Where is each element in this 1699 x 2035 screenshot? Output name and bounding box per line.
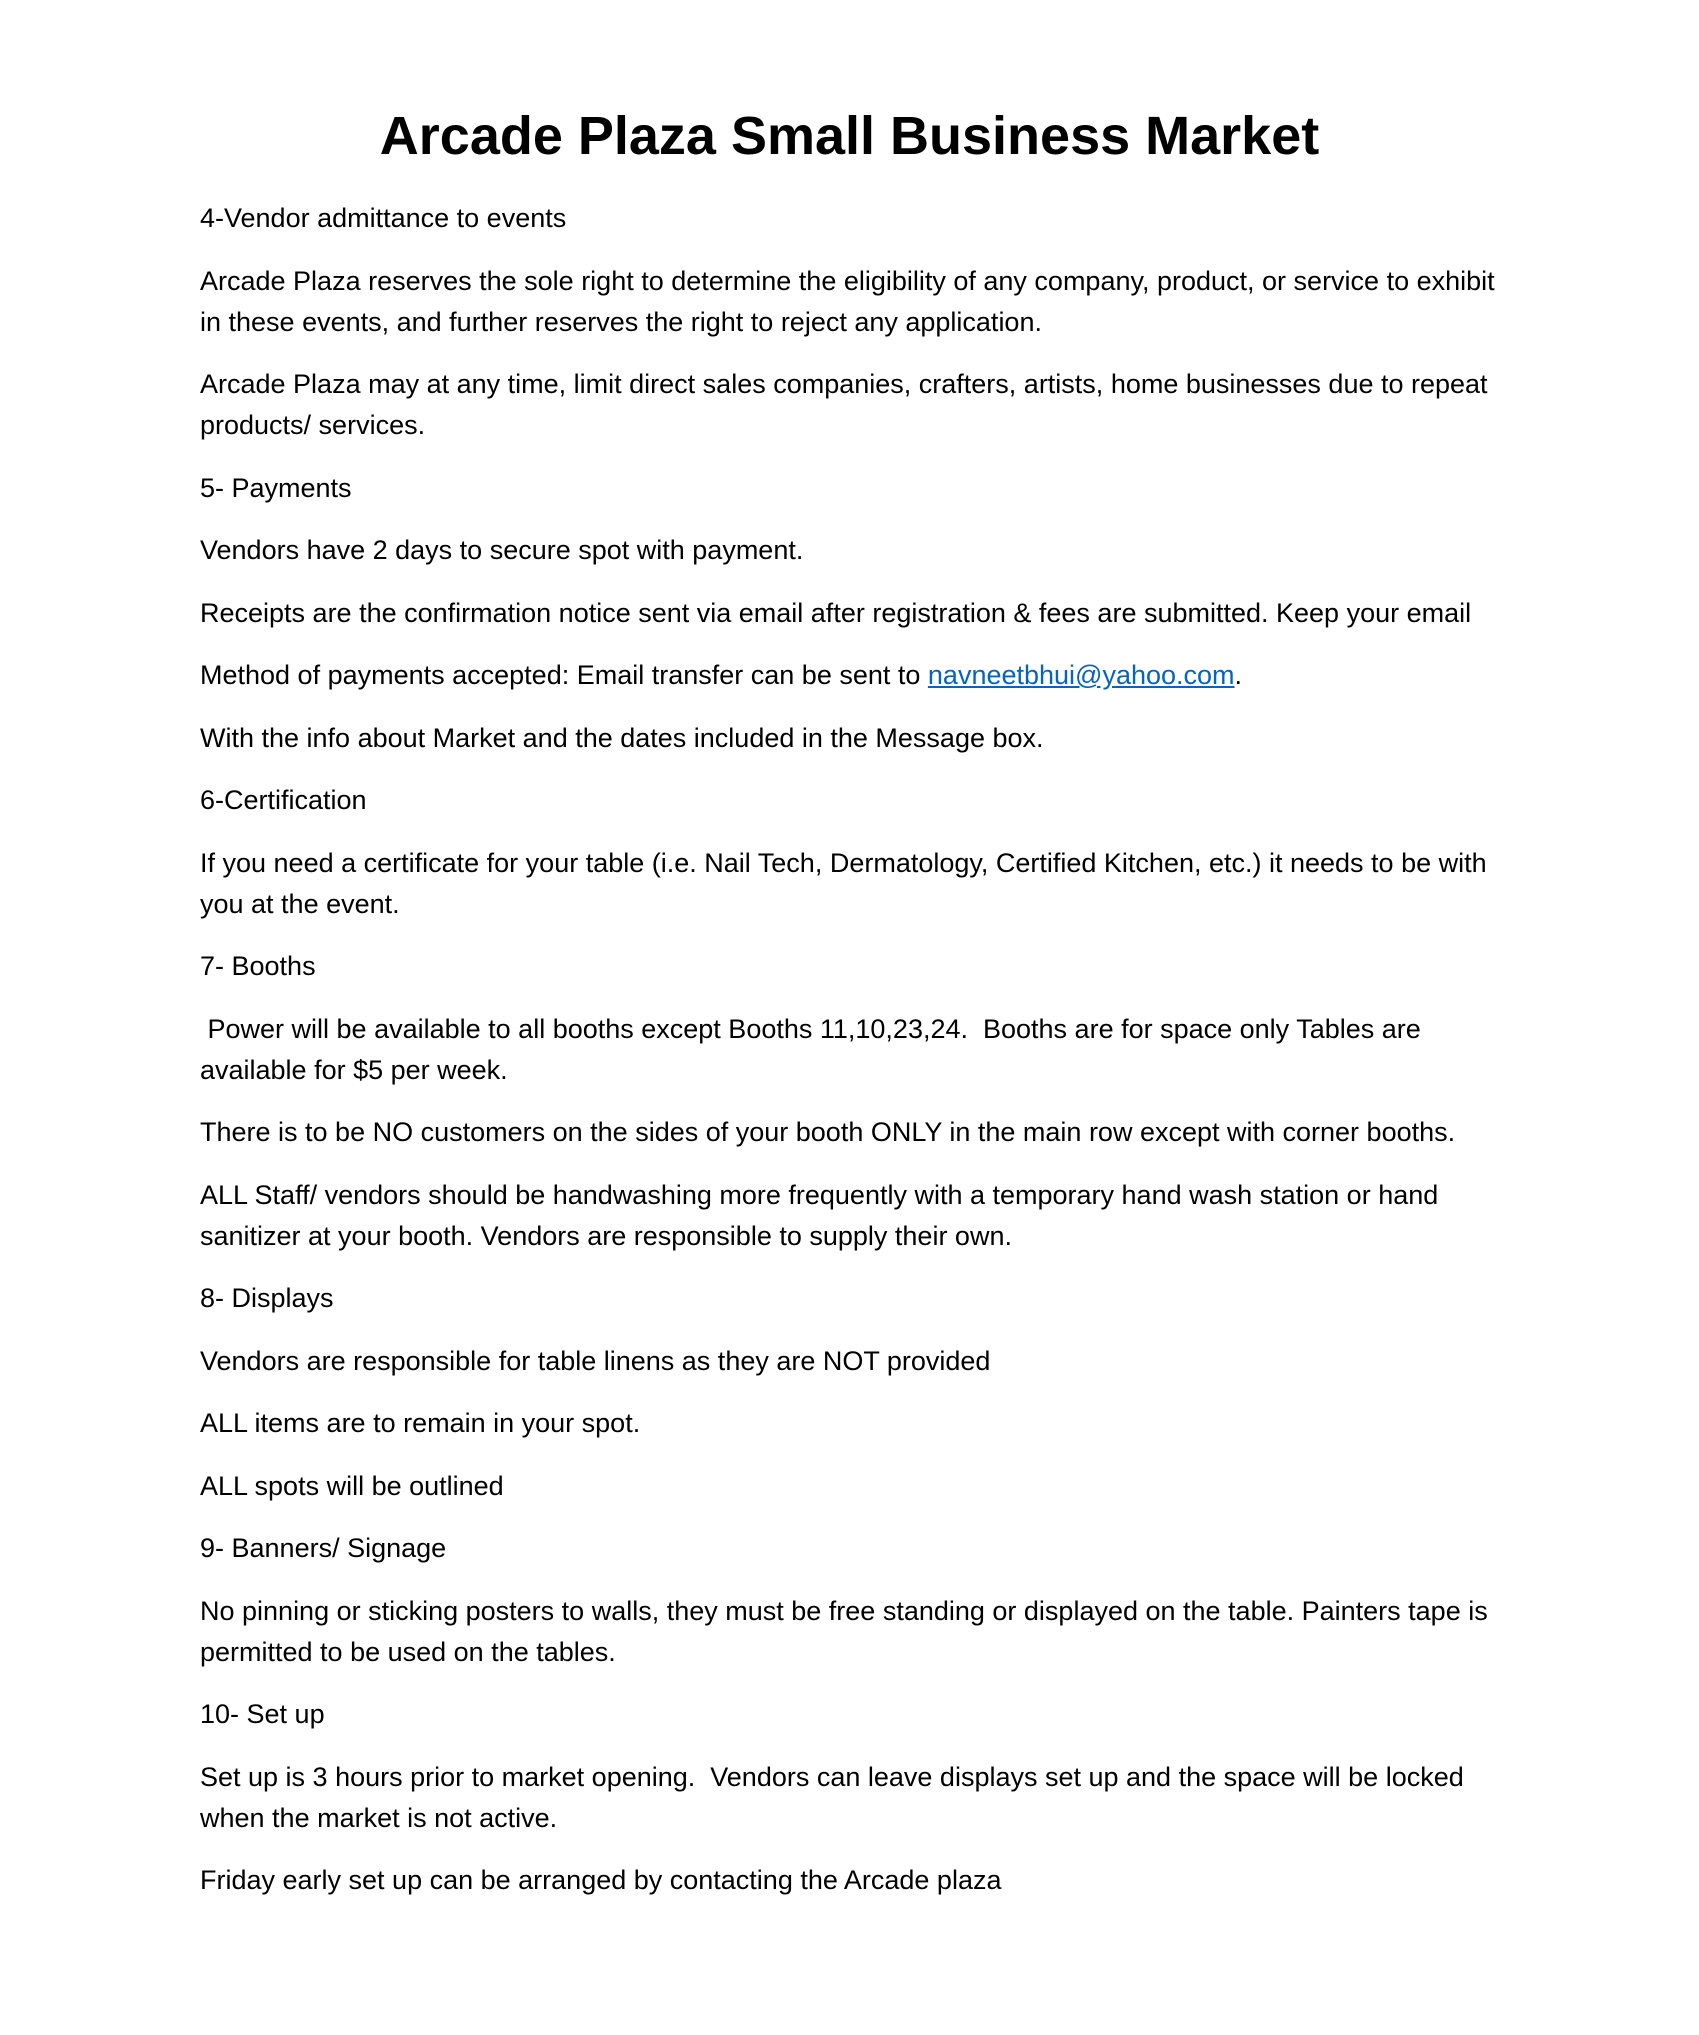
section-heading-payments: 5- Payments	[200, 472, 352, 503]
paragraph-items-spot: ALL items are to remain in your spot.	[200, 1408, 641, 1438]
section-heading-banners: 9- Banners/ Signage	[200, 1533, 447, 1563]
page-title: Arcade Plaza Small Business Market	[379, 106, 1320, 166]
payment-method-text: Method of payments accepted: Email transfer can be sent to	[200, 660, 928, 690]
paragraph-power: Power will be available to all booths except Booths 11,10,23,24. Booths are for space only Tables are available for $5 per week.	[200, 1013, 1429, 1085]
document-body	[200, 198, 1510, 1923]
paragraph-eligibility: Arcade Plaza reserves the sole right to determine the eligibility of any company, product, or service to exhibit in these events, and further reserves the right to reject any application.	[200, 265, 1495, 337]
email-link[interactable]: navneetbhui@yahoo.com	[927, 660, 1235, 690]
section-heading-booths: 7- Booths	[200, 951, 316, 981]
section-heading-certification: 6-Certification	[200, 785, 367, 815]
paragraph-receipts: Receipts are the confirmation notice sent via email after registration & fees are submitted. Keep your email	[200, 597, 1472, 628]
payment-method-suffix: .	[1234, 660, 1243, 690]
paragraph-customers: There is to be NO customers on the sides of your booth ONLY in the main row except with corner booths.	[200, 1117, 1456, 1147]
section-heading-displays: 8- Displays	[200, 1283, 334, 1313]
paragraph-set-up-time: Set up is 3 hours prior to market opening. Vendors can leave displays set up and the space will be locked when the market is not active.	[200, 1761, 1472, 1833]
paragraph-handwashing: ALL Staff/ vendors should be handwashing more frequently with a temporary hand wash station or hand sanitizer at your booth. Vendors are responsible to supply their own.	[200, 1179, 1439, 1251]
paragraph-message-info: With the info about Market and the dates included in the Message box.	[200, 722, 1044, 753]
paragraph-payment-deadline: Vendors have 2 days to secure spot with payment.	[200, 535, 804, 565]
paragraph-posters: No pinning or sticking posters to walls, they must be free standing or displayed on the table. Painters tape is permitted to be used on the tables.	[200, 1595, 1488, 1667]
paragraph-limit-sales: Arcade Plaza may at any time, limit direct sales companies, crafters, artists, home businesses due to repeat products/ services.	[200, 369, 1488, 440]
paragraph-certificate: If you need a certificate for your table (i.e. Nail Tech, Dermatology, Certified Kitchen, etc.) it needs to be with you at the event.	[200, 847, 1487, 919]
section-heading-vendor-admittance: 4-Vendor admittance to events	[200, 203, 567, 233]
paragraph-table-linens: Vendors are responsible for table linens as they are NOT provided	[200, 1345, 991, 1376]
paragraph-payment-method	[200, 655, 1510, 696]
paragraph-friday-set-up: Friday early set up can be arranged by contacting the Arcade plaza	[200, 1865, 1002, 1895]
section-heading-set-up: 10- Set up	[200, 1699, 325, 1729]
paragraph-spots-outlined: ALL spots will be outlined	[200, 1470, 504, 1501]
